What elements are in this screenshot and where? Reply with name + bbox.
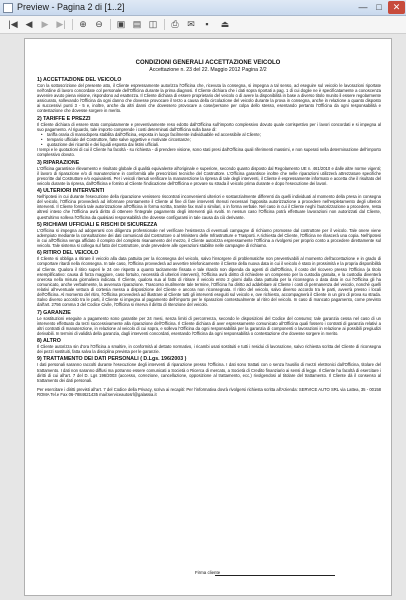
section-heading: 6) RITIRO DEL VEICOLO <box>37 250 99 257</box>
zoom-in-button[interactable]: ⊕ <box>79 19 87 29</box>
two-pages-button[interactable]: ◫ <box>148 19 158 29</box>
section-text: I dati personali saranno raccolti durante l'esecuzione degli interventi di riparazione presso l'Officina. I dati sono trattati con o senza l'ausilio di mezzi elettronici dall'Officina, titolare del trattamento. I dati non saranno diffusi ma potranno essere comunicati a Società o Ricerca di mercato, a Società di Credito finanziario ai sensi di legge. Il Cliente ha facoltà di esercitare i diritti di cui all'art. 7 del D. Lgs 196/2003 (accesso, correzione, cancellazione, opposizione al trattamento, ecc.) rivolgendosi al titolare del trattamento. Il Cliente dà il consenso al trattamento dei dati personali. <box>37 362 381 383</box>
next-page-button[interactable]: ▶ <box>41 19 49 29</box>
export-button[interactable]: ✉ <box>187 19 195 29</box>
section-heading: 2) TARIFFE E PREZZI <box>37 115 91 122</box>
section-pickup <box>37 250 381 307</box>
preview-viewport[interactable] <box>0 34 406 600</box>
section-heading: 8) ALTRO <box>37 338 61 345</box>
section-text: I tempi e le quotazioni di cui il Cliente ha facoltà - su richiesta - di prendere visione, sono stati presi dall'Officina quali riferimenti massimi, e non superati nella determinazione dell'importo complessivo dovuto. <box>37 147 381 158</box>
bullet-item: • tariffa oraria di manodopera stabilita dall'Officina, esposta in luogo facilmente individuabile ed accessibile al Cliente; <box>47 132 381 137</box>
section-tariffs <box>37 116 381 158</box>
section-heading: 7) GARANZIE <box>37 309 71 316</box>
section-heading: 4) ULTERIORI INTERVENTI <box>37 188 105 195</box>
zoom-out-button[interactable]: ⊖ <box>95 19 103 29</box>
section-text: Il Cliente autorizza sin d'ora l'Officina a smaltire, in conformità al dettato normativo, i ricambi usati sostituiti e tutti i residui di lavorazione, salvo richiesta scritta del Cliente di riconsegna dei pezzi sostituiti, fatta salva la disciplina prevista per le garanzie. <box>37 344 381 355</box>
section-warranty <box>37 310 381 336</box>
toolbar-separator <box>164 19 165 30</box>
document-subtitle: Accettazione n. 23 del 22. Maggio 2012 Pagina 2/2 <box>149 67 267 73</box>
bullet-item: • quotazione dei ricambi e dei liquidi esposta dai listini ufficiali. <box>47 142 381 147</box>
section-text: Con la sottoscrizione del presente atto, il Cliente espressamente autorizza l'Officina che, ricevuta la consegna, si impegna a tal senso, ad eseguire sul veicolo le lavorazioni riportate nell'ordine di lavoro concordate col personale dell'Officina durante la prima diagnosi. Il Cliente dichiara che i dati sopra riportati a pag. 1 di cui doglie ne è specificatamente a conoscenza avvenire avuto piena visione, rispondono ad esattezza. Il Cliente dichiara di essere proprietario del veicolo o di avere la disponibilità in base a diverso titolo munito il essere regolarmente assicurato, sollevando l'Officina da ogni danno che dovesse provocare il terzo a causa della circolazione del veicolo durante la prova in consegna, anche in relazione a quanto disposto ai successivi punti 3 - 5 e, inoltre, anche da altri danni che dovessero provocare a cose/persone per colpa dello stesso, esentando pertanto l'Officina da ogni responsabilità e contestazione che dovesse sorgere in merito. <box>37 83 381 114</box>
section-text: Il Cliente si obbliga a ritirare il veicolo alla data pattuita per la riconsegna del veicolo, salvo l'insorgere di problematiche non preventivabili al momento dell'accettazione e in grado di comportare ritardi nella riconsegna. In tale caso, l'Officina provvederà ad avvertire telefonicamente il Cliente della nuova data in cui il veicolo è stato in prossimità e la propria disponibilità al Cliente. Qualora il ritiro superi le 24 ore rispetto a quanto tacitamente fissata e tale ritardo non dipenda da agenti di dall'Officina, il costo del ricovero presso l'Officina (a titolo esemplificativo: causa di forza maggiore, caso fortuito, necessità di ulteriori interventi), l'Officina avrà diritto di richiedere un compenso per la custodia gratuita, e la custodia diventerà onerosa nella misura giornaliera indicata. Il Cliente, qualora sua al fatto di ritirare il veicolo entro 2 giorni dalla data pattuita per la riconsegna o data data in cui l'Officina gli ha comunicato, anche verbalmente, la avvenuta riparazione. Trascorso inutilmente tale termine, l'Officina ha diritto ad addebitare al Cliente i costi di permanenza del veicolo, nonché quelli relativi all'eventuale vettura di cortesia messa a disposizione del Cliente e ancora non riconsegnata. Il ritiro del veicolo, salvo diverso accordo tra le parti, avverrà presso i locali dell'Officina. Al momento del ritiro, l'Officina provvederà ad illustrare al Cliente tutti gli interventi eseguiti sul veicolo e, ove richiesto, accompagnerà il Cliente in un giro di prova su strada. Salvo diverso accordo tra le parti, il Cliente si impegna al pagamento dell'importo per le riparazioni contestualmente al ritiro del veicolo. In caso di mancato pagamento, come previsto dall'art. 2756 comma 3 del Codice Civile, l'Officina si riserva il diritto di ritenzione del veicolo. <box>37 256 381 308</box>
first-page-button[interactable]: |◀ <box>8 19 18 29</box>
bullet-list <box>37 132 381 147</box>
toolbar-separator <box>72 19 73 30</box>
document-page <box>24 38 392 596</box>
section-heading: 9) TRATTAMENTO DEI DATI PERSONALI ( D.Lgs. 196/2003 ) <box>37 356 187 363</box>
preview-app-icon <box>3 3 13 13</box>
close-window-button[interactable]: ✕ <box>388 1 405 14</box>
section-heading: 1) ACCETTAZIONE DEL VEICOLO <box>37 77 122 83</box>
section-heading: 3) RIPARAZIONE <box>37 159 80 166</box>
section-other <box>37 338 381 354</box>
save-button[interactable]: ▪ <box>205 19 209 29</box>
zoom-width-button[interactable]: ▤ <box>132 19 142 29</box>
section-privacy <box>37 356 381 382</box>
section-recalls <box>37 222 381 248</box>
close-preview-button[interactable]: ⏏ <box>220 19 230 29</box>
section-heading: 5) RICHIAMI UFFICIALI E RISCHI DI SICUREZZA <box>37 221 158 228</box>
preview-toolbar <box>0 16 406 34</box>
last-page-button[interactable]: ▶| <box>56 19 66 29</box>
signature-line <box>215 575 335 576</box>
company-contact-note: Per esercitare i diritti previsti all'art. 7 del Codice della Privacy, scriva ai recapiti: Per l'informativa dovrà rivolgersi richiesta scritta all'Azienda: SERVICE AUTO SRL via Lattea, 35 - 00158 ROMA Tel.e Fax 06-7884621435 mail:serviceautosrl@galassia.it <box>37 387 381 398</box>
window-titlebar <box>0 0 406 16</box>
minimize-button[interactable]: — <box>358 2 368 12</box>
toolbar-separator <box>110 19 111 30</box>
section-further-work <box>37 188 381 219</box>
section-text: Nell'ipotesi in cui durante l'esecuzione della riparazione venissero riscontrati inconvenienti ulteriori e sostanzialmente differenti da quelli individuati al momento della presa in consegna del veicolo, l'Officina provvederà ad informare prontamente il Cliente al fine di fare interventi ritenuti necessari l'apposita autorizzazione a procedere nell'espletamento degli ulteriori interventi. Il Cliente fornirà tale autorizzazione all'Officina in forma scritta, tramite fax mail o similari, o in forma verbale. Nel caso in cui il Cliente neghi l'autorizzazione a procedere, resta altresì inteso che l'Officina avrà diritto di ottenere l'integrale pagamento degli interventi già svolti. In nessun caso l'Officina potrà effettuare lavorazioni non autorizzati dal Cliente, quest'ultimo solleva l'Officina da qualsiasi responsabilità che dovesse configurarsi in tale causa da ciò derivante. <box>37 194 381 220</box>
section-repair <box>37 160 381 186</box>
section-text: L'Officina garantisce rilevamento e risultato globale di qualità equivalente all'originale e superiore, secondo quanto disposto dal Regolamento UE n. 461/2010 e dalle altre norme vigenti; il lavoro di riparazione e/o di manutenzione in conformità alle prescrizioni tecniche del Costruttore. L'Officina garantisce inoltre che nelle riparazioni utilizzerà attrezzature specifiche prescritte dal Costruttore e/o equivalenti. Per i veicoli ritenuti verificare la manutenzione la ripresa di tale degli interventi, il Cliente è espressamente informato e accetta che il risultato del veicolo durante la ripresa, dall'Officina e fornito al Cliente l'indicazione dell'Officina e provare su strada il veicolo prima durante e dopo l'esecuzione dei lavori. <box>37 165 381 186</box>
section-text: Le sostituzioni eseguite a pagamento sono garantite per 24 mesi, senza limiti di percorrenza, secondo le disposizioni del Codice del consumo; tale garanzia cessa nel caso di un intervento effettuato da terzi successivamente alla riparazione dell'Officina. Il Cliente dichiara di aver espressamente comunicato all'Officina quali fossero i contratti di garanzia relativi a altri contratti di manutenzione, in relazione al veicolo di cui sopra, e solleva l'Officina da ogni responsabilità per la garanzia di componenti o lavorazioni in relazione ai possibili pregiudizi derivabili. In termini di validità della garanzia, dagli interventi concordati, esentando l'Officina da ogni responsabilità o contestazione che dovesse sorgere in merito. <box>37 315 381 336</box>
zoom-page-button[interactable]: ▣ <box>116 19 126 29</box>
bullet-item: • tempario ufficiale del Costruttore, fatte salve oggettive e motivate circostanze; <box>47 137 381 142</box>
section-text: Il Cliente dichiara di essere stato compiutamente e preventivamente reso edotto dall'Officina sull'importo complessivo dovuto quale corrispettivo per i lavori concordati e si impegna al suo pagamento. Al riguardo, tale importo comprende i costi determinati dall'Officina sulla base di: <box>37 121 381 132</box>
prev-page-button[interactable]: ◀ <box>25 19 33 29</box>
section-acceptance <box>37 77 381 114</box>
maximize-button[interactable]: □ <box>376 2 382 12</box>
section-text: L'Officina si impegna ad adoperarsi con diligenza professionale nel verificare l'esistenza di eventuali campagne di richiamo promosse dal costruttore per il veicolo. Tale onere viene adempiuto mediante la consultazione dei dati comunicati dal Costruttore o al Ministero delle Infrastrutture e Trasporti. A richiesta del Cliente, l'Officina ne rilascerà una copia. Nell'ipotesi in cui all'Officina venga affidato il compito del completo risanamento del mezzo, il Cliente autorizza espressamente l'Officina a rivolgersi per proprio conto a procedere direttamente sul veicolo. Tale sistema si collega sul fatto del Costruttore, onde prevedere alle operazioni stabilite nelle campagne di richiamo. <box>37 227 381 249</box>
print-button[interactable]: ⎙ <box>171 19 179 29</box>
document-title: CONDIZIONI GENERALI ACCETTAZIONE VEICOLO <box>135 60 281 66</box>
document-body <box>37 77 381 595</box>
window-title: Preview - Pagina 2 di [1..2] <box>17 2 125 12</box>
signature-label: Firma cliente <box>195 570 221 575</box>
